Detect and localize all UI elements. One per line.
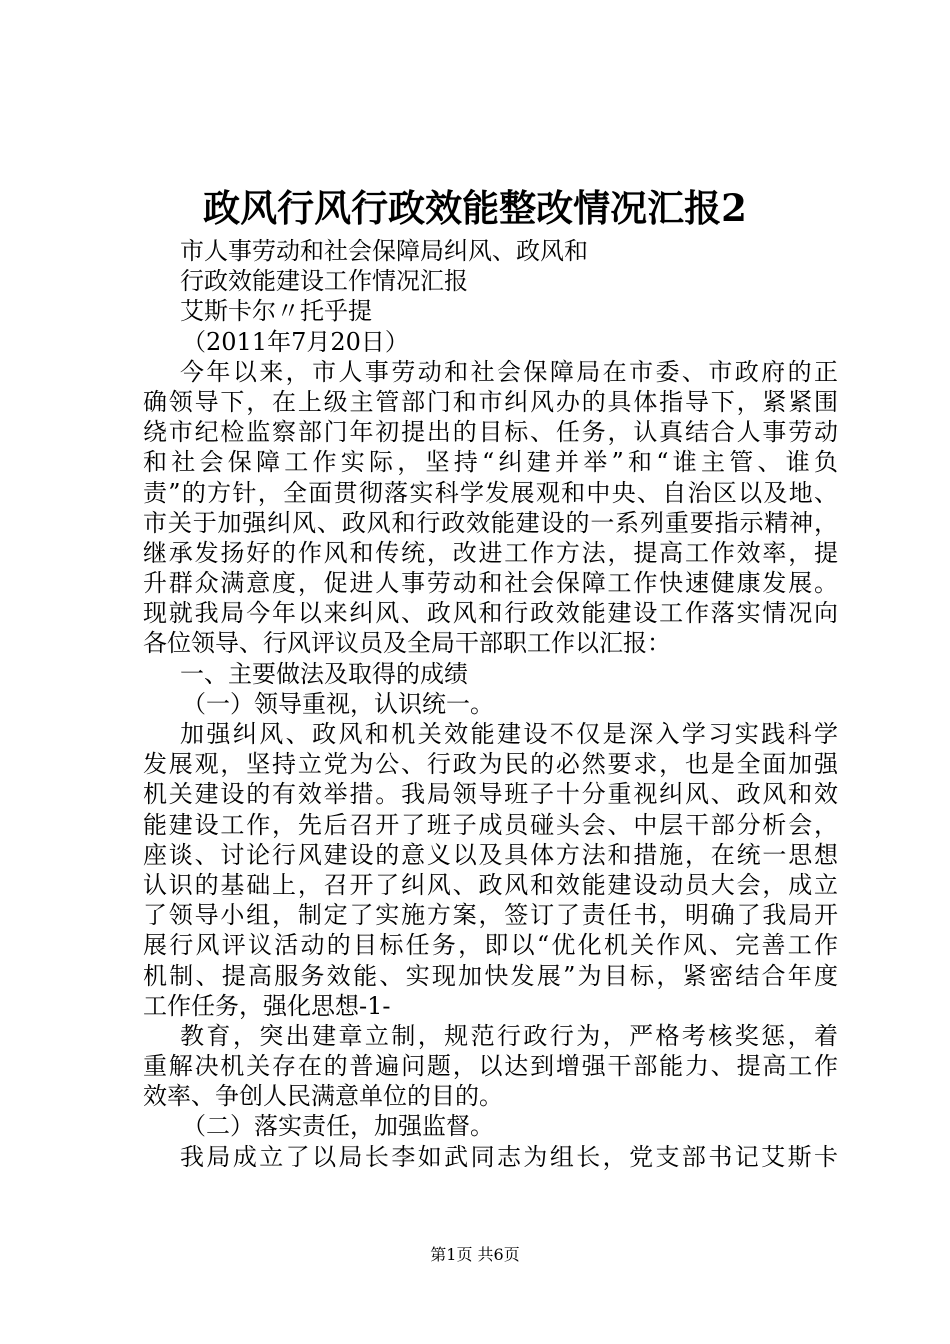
paragraph-line: 确领导下，在上级主管部门和市纠风办的具体指导下，紧紧围: [143, 387, 838, 416]
paragraph-line: 升群众满意度，促进人事劳动和社会保障工作快速健康发展。: [143, 569, 838, 598]
paragraph-line: 和社会保障工作实际，坚持“纠建并举”和“谁主管、谁负: [143, 448, 838, 477]
subsection-heading: （二）落实责任，加强监督。: [182, 1112, 494, 1141]
paragraph-line: 座谈、讨论行风建设的意义以及具体方法和措施，在统一思想: [143, 840, 838, 869]
paragraph-line: 发展观，坚持立党为公、行政为民的必然要求，也是全面加强: [143, 750, 838, 779]
section-heading: 一、主要做法及取得的成绩: [180, 659, 468, 688]
document-title: 政风行风行政效能整改情况汇报2: [203, 186, 747, 230]
paragraph-line: 能建设工作，先后召开了班子成员碰头会、中层干部分析会，: [143, 810, 838, 839]
heading-line: 行政效能建设工作情况汇报: [180, 267, 468, 296]
paragraph-line: 各位领导、行风评议员及全局干部职工作以汇报：: [143, 629, 671, 658]
paragraph-line: 加强纠风、政风和机关效能建设不仅是深入学习实践科学: [180, 720, 838, 748]
paragraph-line: 展行风评议活动的目标任务，即以“优化机关作风、完善工作: [143, 931, 838, 960]
paragraph-line: 今年以来，市人事劳动和社会保障局在市委、市政府的正: [180, 357, 838, 386]
subsection-heading: （一）领导重视，认识统一。: [182, 689, 494, 718]
paragraph-line: 现就我局今年以来纠风、政风和行政效能建设工作落实情况向: [143, 599, 838, 628]
paragraph-line: 我局成立了以局长李如武同志为组长，党支部书记艾斯卡: [180, 1142, 838, 1171]
paragraph-line: 效率、争创人民满意单位的目的。: [143, 1082, 503, 1111]
document-body: [143, 236, 838, 1172]
paragraph-line: 重解决机关存在的普遍问题，以达到增强干部能力、提高工作: [143, 1052, 838, 1081]
heading-line: 市人事劳动和社会保障局纠风、政风和: [180, 237, 588, 265]
paragraph-line: 绕市纪检监察部门年初提出的目标、任务，认真结合人事劳动: [143, 418, 838, 447]
date-line: （2011年7月20日）: [182, 327, 409, 356]
paragraph-line: 工作任务，强化思想-1-: [143, 991, 391, 1020]
paragraph-line: 教育，突出建章立制，规范行政行为，严格考核奖惩，着: [180, 1021, 838, 1050]
paragraph-line: 机关建设的有效举措。我局领导班子十分重视纠风、政风和效: [143, 780, 838, 809]
paragraph-line: 认识的基础上，召开了纠风、政风和效能建设动员大会，成立: [143, 870, 838, 899]
paragraph-line: 继承发扬好的作风和传统，改进工作方法，提高工作效率，提: [143, 538, 838, 567]
author-line: 艾斯卡尔〃托乎提: [180, 297, 372, 326]
paragraph-line: 市关于加强纠风、政风和行政效能建设的一系列重要指示精神，: [143, 508, 838, 537]
paragraph-line: 责”的方针，全面贯彻落实科学发展观和中央、自治区以及地、: [143, 478, 838, 507]
paragraph-line: 了领导小组，制定了实施方案，签订了责任书，明确了我局开: [143, 901, 838, 930]
paragraph-line: 机制、提高服务效能、实现加快发展”为目标，紧密结合年度: [143, 961, 838, 990]
page-number-footer: 第1页 共6页: [430, 1245, 520, 1264]
